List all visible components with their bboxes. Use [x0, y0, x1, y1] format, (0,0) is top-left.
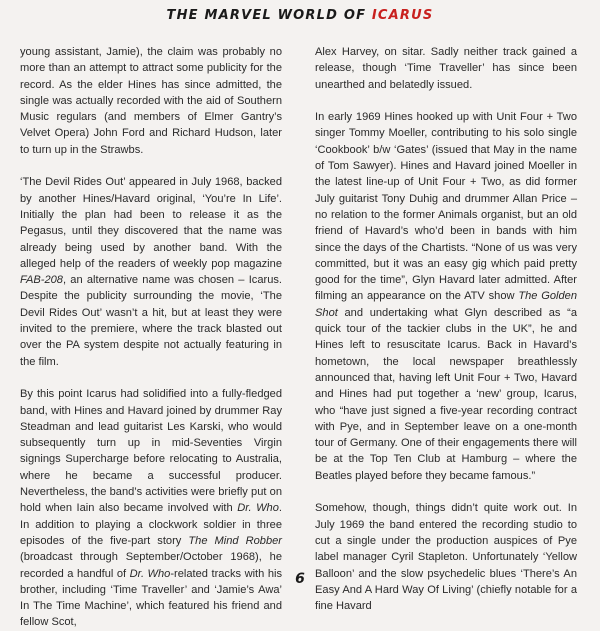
text-run: (broadcast through September/October 1968), he recorded a handful of: [20, 551, 282, 580]
right-paragraph-2: [315, 109, 577, 484]
page-header: [0, 8, 600, 23]
text-run: , an alternative name was chosen – Icarus. Despite the publicity surrounding the movie, ‘The Devil Rides Out’ wasn’t a hit, but at least they were invited to the premiere, where the track blasted out over the PA system despite not actually featuring in the film.: [20, 274, 282, 368]
left-paragraph-3: [20, 386, 282, 630]
right-paragraph-3: Somehow, though, things didn’t quite work out. In July 1969 the band entered the recording studio to cut a single under the production auspices of Pye label manager Cyril Stapleton. Unfortunately ‘Yellow Balloon’ and the slow psychedelic blues ‘There’s An Easy And A Hard Way Of Living’ (chiefly notable for a fine Havard: [315, 502, 577, 613]
left-column: [20, 44, 282, 631]
italic-title: Dr. Who: [129, 567, 171, 580]
right-column: [315, 44, 577, 614]
page-number: 6: [295, 571, 305, 587]
text-run: and undertaking what Glyn described as “a quick tour of the tackier clubs in the UK”, he and Hines left to resuscitate Icarus. Back in Havard’s hometown, the local newspaper breathlessly announced that, having left Unit Four + Two, Havard and Hines had put together a ‘new’ group, Icarus, who “have just signed a five-year recording contract with Pye, and in September leave on a one-month tour of Germany. One of their engagements there will be at the Top Ten Club at Hamburg – where the Beatles played before they became famous.”: [315, 306, 577, 482]
italic-title: FAB-208: [20, 274, 63, 287]
text-run: . In addition to playing a clockwork soldier in three episodes of the five-part story: [20, 502, 282, 547]
header-title-highlight: ICARUS: [371, 8, 434, 23]
text-run: ‘The Devil Rides Out’ appeared in July 1968, backed by another Hines/Havard original, ‘You’re In Life’. Initially the plan had been to release it as the Pegasus, until they discovered that the name was already being used by another band. With the alleged help of the readers of weekly pop magazine: [20, 176, 282, 270]
left-paragraph-1: young assistant, Jamie), the claim was probably no more than an attempt to attract some publicity for the record. As the elder Hines has since admitted, the single was actually recorded with the aid of Southern Music regulars (and members of Elmer Gantry’s Velvet Opera) John Ford and Richard Hudson, later to turn up in the Strawbs.: [20, 46, 282, 156]
italic-title: Dr. Who: [237, 502, 279, 515]
italic-title: The Mind Robber: [188, 534, 282, 547]
text-run: -related tracks with his brother, including ‘Time Traveller’ and ‘Jamie’s Awa’ In The Time Machine’, which featured his friend and fellow Scot,: [20, 567, 283, 629]
header-title-prefix: THE MARVEL WORLD OF: [166, 8, 372, 23]
italic-title: The Golden Shot: [315, 290, 577, 319]
text-run: By this point Icarus had solidified into a fully-fledged band, with Hines and Havard joined by drummer Ray Steadman and lead guitarist Les Karski, who would subsequently turn up in mid-Seventies Virgin signings Supercharge before relocating to Australia, where he became a successful producer. Nevertheless, the band’s activities were briefly put on hold when Iain also became involved with: [20, 388, 282, 515]
text-run: In early 1969 Hines hooked up with Unit Four + Two singer Tommy Moeller, contributing to his solo single ‘Cookbook’ b/w ‘Gates’ (issued that May in the name of Tom Sawyer). Hines and Havard joined Moeller in the latest line-up of Unit Four + Two, as did former July guitarist Tony Duhig and drummer Allan Price – no relation to the former Animals organist, but an old friend of Havard’s who’d been in bands with him since the days of the Chartists. “None of us was very committed, but it was an easy gig which paid pretty good for the time”, Glyn Havard later admitted. After filming an appearance on the ATV show: [315, 111, 577, 303]
right-paragraph-1: Alex Harvey, on sitar. Sadly neither track gained a release, though ‘Time Traveller’ has since been unearthed and belatedly issued.: [315, 46, 577, 91]
left-paragraph-2: [20, 174, 282, 370]
